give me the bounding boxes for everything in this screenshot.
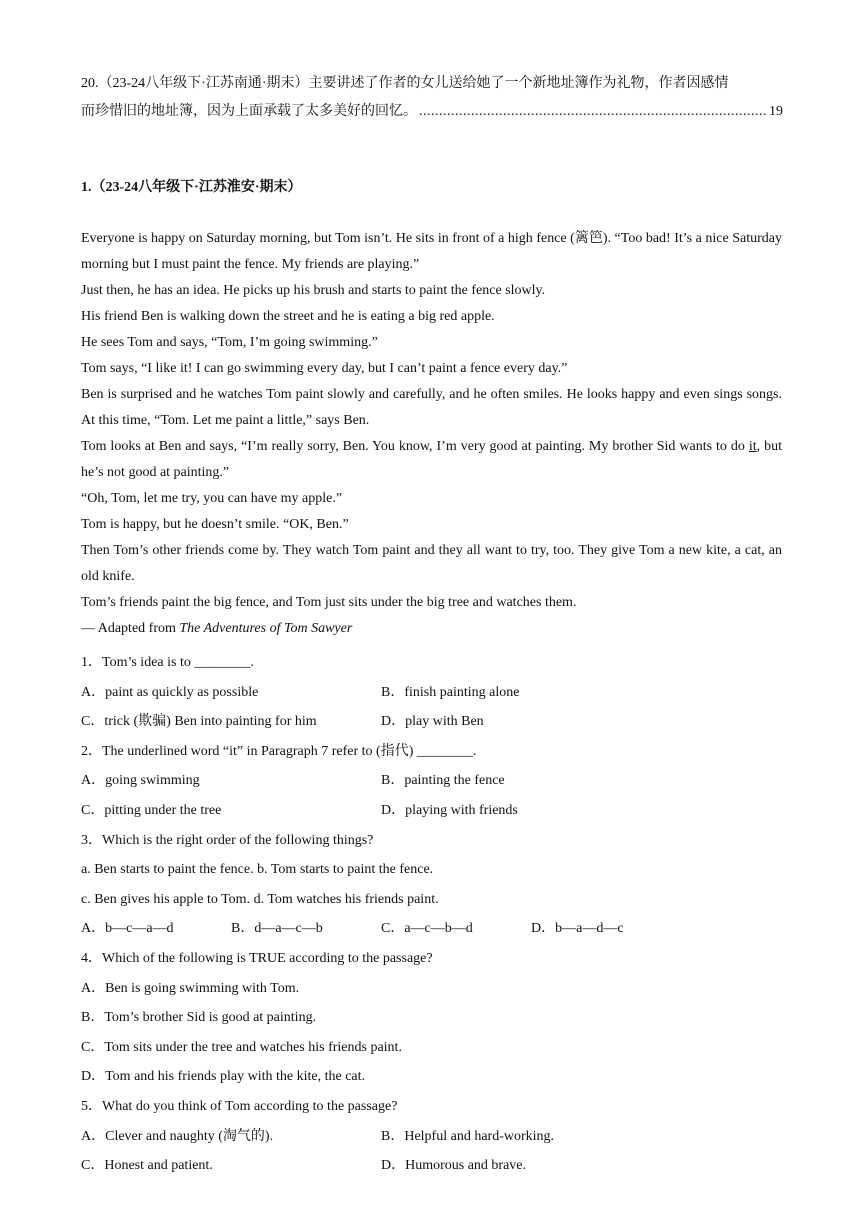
question-2-options-row2 [81, 796, 782, 826]
question-5-option-d: D．Humorous and brave. [381, 1158, 527, 1174]
question-1-options-row1 [81, 678, 782, 708]
toc-entry-line1: 20.（23-24八年级下·江苏南通·期末）主要讲述了作者的女儿送给她了一个新地址簿作为礼物，作者因感情 [81, 76, 729, 91]
question-3-options-row [81, 914, 782, 944]
question-1-stem: 1．Tom’s idea is to ________. [81, 655, 254, 670]
question-4-option-a: A．Ben is going swimming with Tom. [81, 980, 300, 996]
toc-entry-line2 [81, 98, 783, 126]
question-2-option-a: A．going swimming [81, 773, 200, 789]
question-4-option-c: C．Tom sits under the tree and watches his friends paint. [81, 1039, 402, 1055]
question-3-option-a: A．b—c—a—d [81, 921, 174, 937]
underlined-word-it: it [748, 439, 757, 454]
question-3-events-line1: a. Ben starts to paint the fence. b. Tom starts to paint the fence. [81, 862, 434, 878]
passage-paragraph-8: “Oh, Tom, let me try, you can have my apple.” [81, 491, 343, 506]
toc-entry[interactable] [81, 70, 783, 126]
source-prefix: — Adapted from [81, 621, 180, 636]
question-4-option-b: B．Tom’s brother Sid is good at painting. [81, 1010, 317, 1026]
question-3-events-line2: c. Ben gives his apple to Tom. d. Tom watches his friends paint. [81, 891, 439, 907]
question-1-option-a: A．paint as quickly as possible [81, 684, 259, 700]
question-5-options-row1 [81, 1122, 782, 1152]
question-1-option-b: B．finish painting alone [381, 684, 520, 700]
passage-paragraph-5: Tom says, “I like it! I can go swimming every day, but I can’t paint a fence every day.” [81, 361, 568, 376]
toc-page-number: 19 [769, 104, 783, 119]
question-3-stem: 3．Which is the right order of the following things? [81, 832, 374, 848]
toc-entry-text: 而珍惜旧的地址簿，因为上面承载了太多美好的回忆。 [81, 104, 417, 119]
question-5-option-a: A．Clever and naughty (淘气的). [81, 1128, 274, 1144]
question-2-option-d: D．playing with friends [381, 802, 518, 818]
passage-source [81, 616, 782, 642]
question-2-option-b: B．painting the fence [381, 773, 505, 789]
toc-leader-dots [419, 98, 767, 126]
question-5-option-b: B．Helpful and hard-working. [381, 1128, 555, 1144]
passage-paragraph-2: Just then, he has an idea. He picks up his brush and starts to paint the fence slowly. [81, 283, 546, 298]
question-4-stem: 4．Which of the following is TRUE according to the passage? [81, 950, 433, 966]
question-2-stem: 2．The underlined word “it” in Paragraph 7 refer to (指代) ________. [81, 743, 477, 759]
passage-paragraph-4: He sees Tom and says, “Tom, I’m going swimming.” [81, 335, 378, 350]
source-title: The Adventures of Tom Sawyer [179, 621, 353, 636]
passage-paragraph-1: Everyone is happy on Saturday morning, but Tom isn’t. He sits in front of a high fence (篱笆). “Too bad! It’s a nice Saturday morning but I must paint the fence. My friends are playing.” [81, 231, 782, 272]
passage-paragraph-10: Then Tom’s other friends come by. They watch Tom paint and they all want to try, too. They give Tom a new kite, a cat, an old knife. [81, 543, 782, 584]
question-3-option-d: D．b—a—d—c [531, 921, 624, 937]
question-3-option-c: C．a—c—b—d [381, 921, 473, 937]
passage-paragraph-6: Ben is surprised and he watches Tom paint slowly and carefully, and he often smiles. He looks happy and even sings songs. At this time, “Tom. Let me paint a little,” says Ben. [81, 387, 782, 428]
question-5-options-row2 [81, 1151, 782, 1181]
question-2-option-c: C．pitting under the tree [81, 802, 222, 818]
question-1-option-c: C．trick (欺骗) Ben into painting for him [81, 714, 317, 730]
passage-paragraph-11: Tom’s friends paint the big fence, and Tom just sits under the big tree and watches them. [81, 595, 577, 610]
passage-paragraph-7 [81, 434, 782, 486]
question-1-option-d: D．play with Ben [381, 714, 484, 730]
question-2-options-row1 [81, 766, 782, 796]
question-list [81, 648, 782, 1181]
paragraph-7-pre: Tom looks at Ben and says, “I’m really sorry, Ben. You know, I’m very good at painting. My brother Sid wants to do [81, 439, 749, 454]
reading-passage [81, 226, 782, 642]
question-5-stem: 5．What do you think of Tom according to the passage? [81, 1098, 398, 1114]
passage-paragraph-9: Tom is happy, but he doesn’t smile. “OK, Ben.” [81, 517, 349, 532]
question-set-heading: 1.（23-24八年级下·江苏淮安·期末） [81, 180, 302, 195]
paragraph-7-post: , but he’s not good at painting.” [81, 439, 782, 480]
passage-paragraph-3: His friend Ben is walking down the street and he is eating a big red apple. [81, 309, 495, 324]
question-5-option-c: C．Honest and patient. [81, 1158, 213, 1174]
question-3-option-b: B．d—a—c—b [231, 921, 323, 937]
question-4-option-d: D．Tom and his friends play with the kite, the cat. [81, 1069, 366, 1085]
question-1-options-row2 [81, 707, 782, 737]
